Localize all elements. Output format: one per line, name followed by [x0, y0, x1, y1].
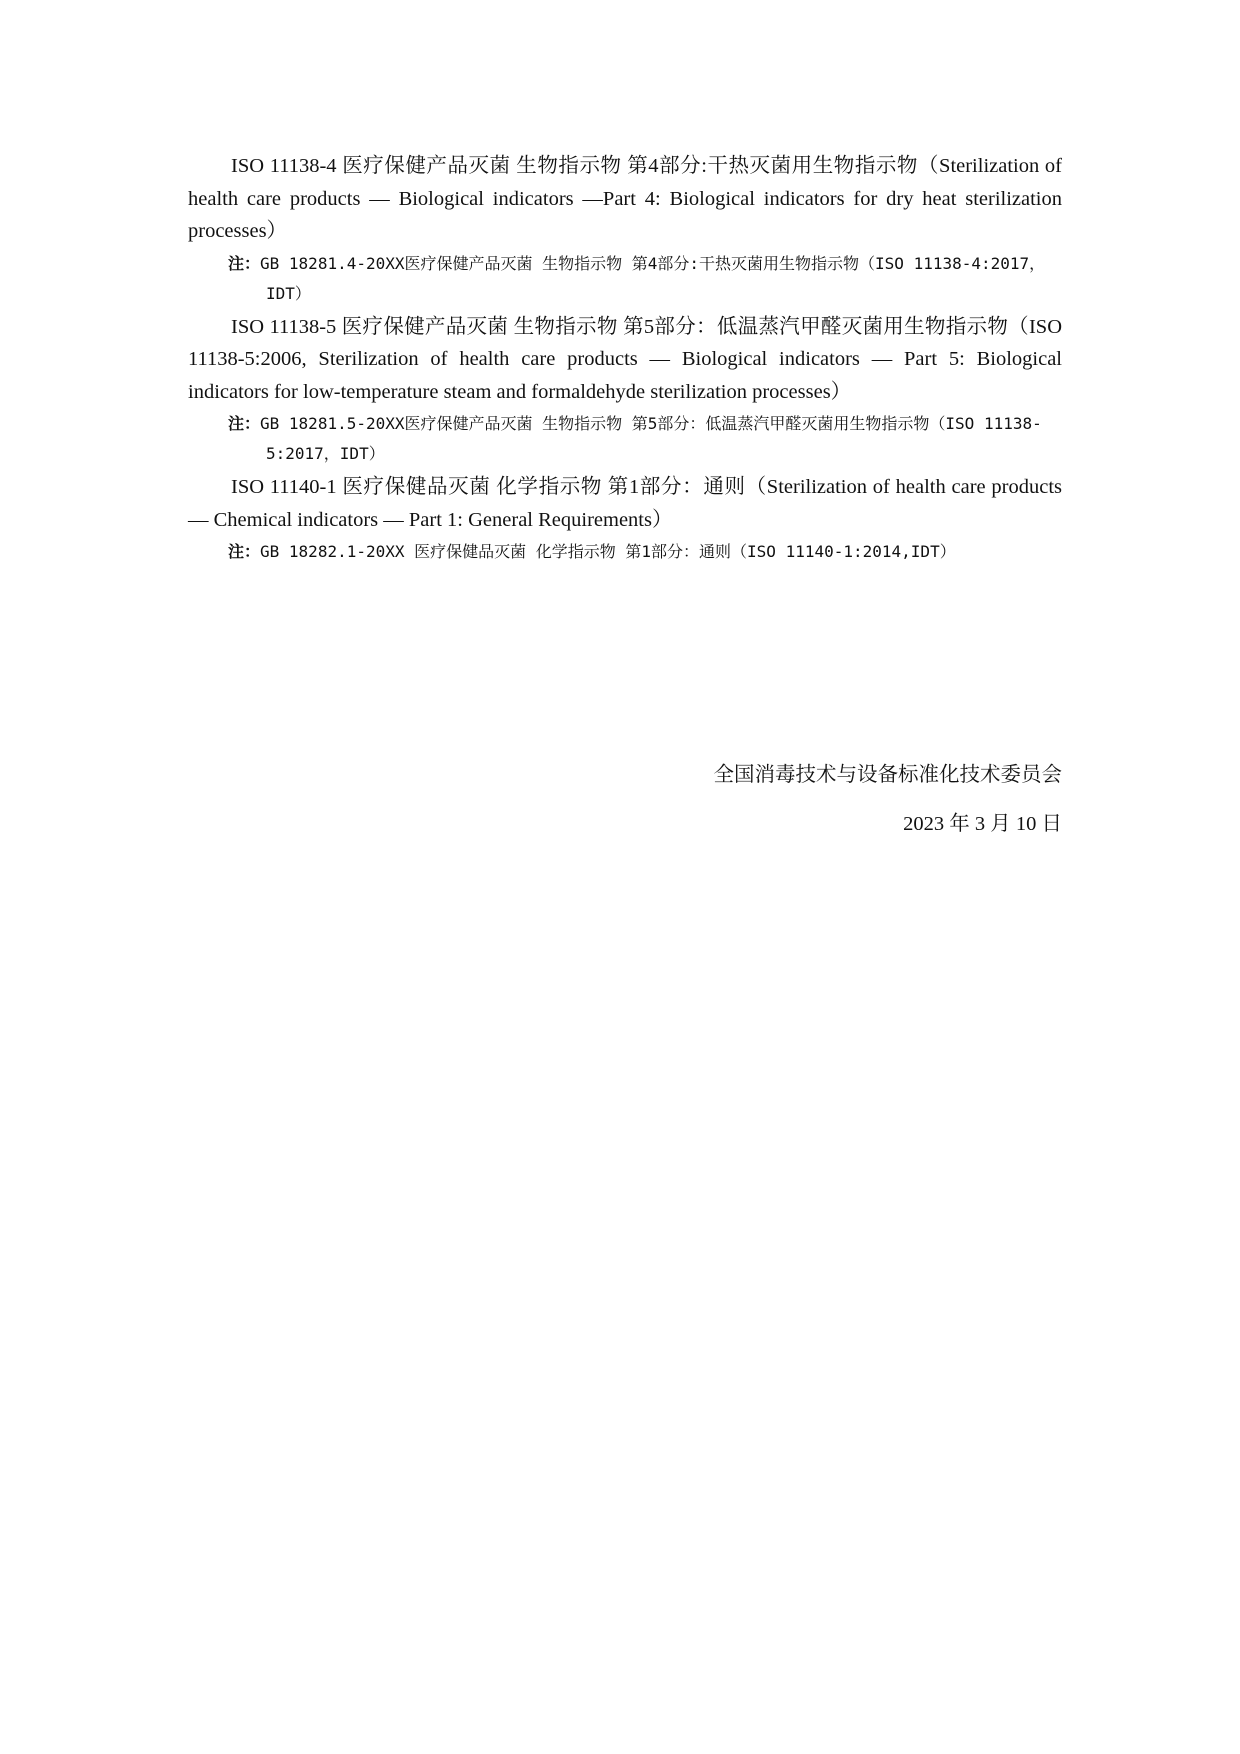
note-gb-18281-4 [188, 249, 1062, 309]
note-text: GB 18282.1-20XX 医疗保健品灭菌 化学指示物 第1部分：通则（ISO 11140-1:2014,IDT） [260, 542, 956, 561]
note-label: 注： [228, 414, 261, 433]
note-text: GB 18281.4-20XX医疗保健产品灭菌 生物指示物 第4部分:干热灭菌用生物指示物（ISO 11138-4:2017，IDT） [260, 253, 1046, 303]
note-gb-18282-1 [188, 537, 1062, 567]
note-label: 注： [228, 542, 261, 561]
note-label: 注： [228, 253, 261, 273]
standard-entry-iso-11138-5: ISO 11138-5 医疗保健产品灭菌 生物指示物 第5部分：低温蒸汽甲醛灭菌用生物指示物（ISO 11138-5:2006, Sterilization of health care products — Biological indicators — Part 5: Biological indicators for low-temperature steam and formaldehyde sterilization processes） [188, 315, 1062, 403]
signature-date: 2023 年 3 月 10 日 [903, 813, 1062, 835]
note-text: GB 18281.5-20XX医疗保健产品灭菌 生物指示物 第5部分：低温蒸汽甲醛灭菌用生物指示物（ISO 11138-5:2017，IDT） [260, 414, 1042, 463]
signature-organization: 全国消毒技术与设备标准化技术委员会 [713, 764, 1062, 786]
standards-list [188, 150, 1062, 569]
note-gb-18281-5 [188, 409, 1062, 469]
standard-entry-iso-11140-1: ISO 11140-1 医疗保健品灭菌 化学指示物 第1部分：通则（Sterilization of health care products — Chemical indicators — Part 1: General Requirements） [188, 476, 1062, 531]
standard-entry-iso-11138-4: ISO 11138-4 医疗保健产品灭菌 生物指示物 第4部分:干热灭菌用生物指示物（Sterilization of health care products — Biological indicators —Part 4: Biological indicators for dry heat sterilization processes） [188, 155, 1062, 242]
